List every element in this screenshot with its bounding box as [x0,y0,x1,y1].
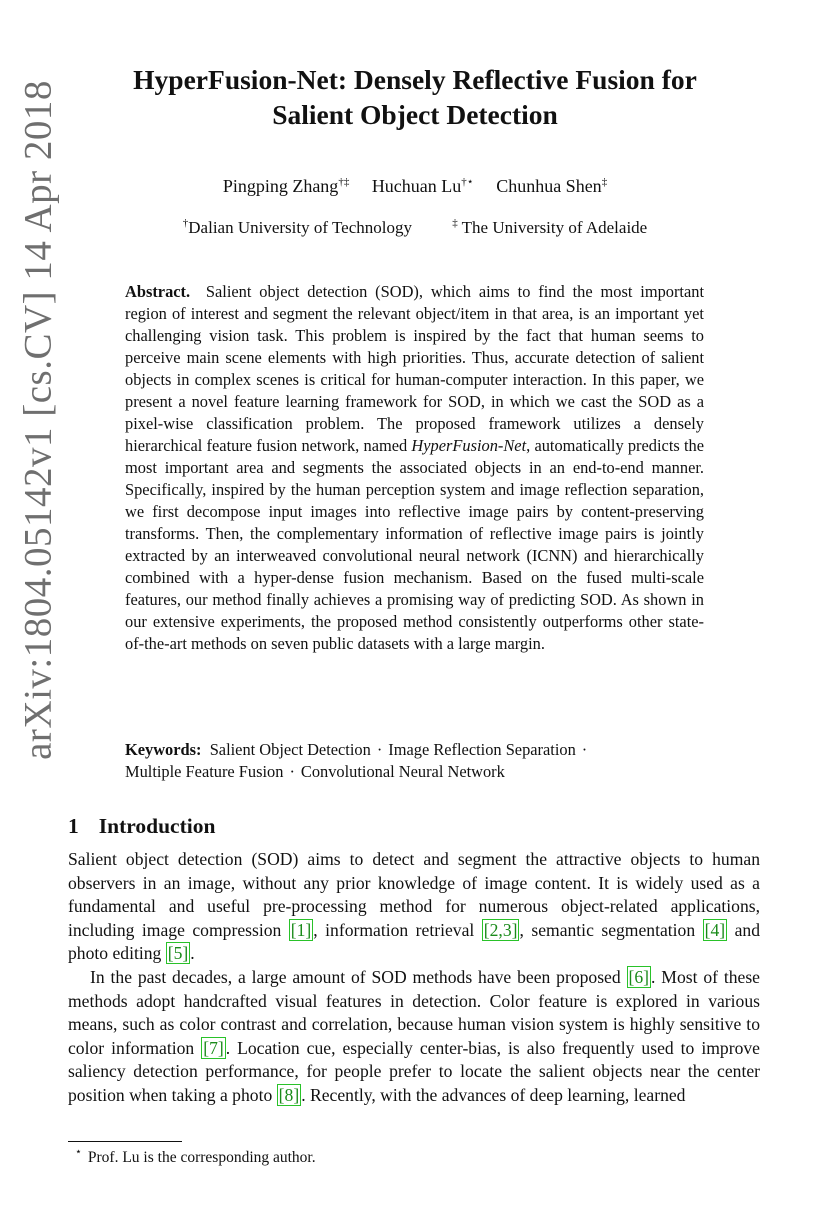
paper-title [70,62,760,132]
body-text: , semantic segmentation [519,919,703,940]
citation-link[interactable]: [8] [278,1084,300,1105]
affiliation-name: The University of Adelaide [457,218,648,237]
introduction-body [68,848,760,1108]
keyword: Convolutional Neural Network [300,762,505,781]
keyword-separator: · [581,740,588,759]
affiliation-name: Dalian University of Technology [188,218,412,237]
section-title: Introduction [98,814,216,838]
keyword-separator: · [376,740,383,759]
author-list [70,176,760,197]
introduction-paragraph [68,966,760,1108]
abstract-method-name: HyperFusion-Net [411,436,527,455]
body-text: . Location cue, especially center-bias, is also frequently used to improve saliency detection performance, for people prefer to locate the salient objects near the center position when taking a photo [68,1037,760,1105]
title-line-2: Salient Object Detection [272,99,558,130]
affiliation-mark: ‡ [452,217,458,229]
affiliation-mark: † [182,217,189,229]
footnote [75,1146,316,1167]
keyword: Image Reflection Separation [388,740,576,759]
section-heading [68,814,215,839]
abstract-label: Abstract. [125,282,191,301]
citation-link[interactable]: [1] [290,919,312,940]
abstract-text-continued: , automatically predicts the most important area and segments the associated objects in an end-to-end manner. Specifically, inspired by the human perception system and image reflection separation, we first decompose input images into reflective image pairs by content-preserving transforms. Then, the complementary information of reflective image pairs is jointly extracted by an interweaved convolutional neural network (ICNN) and hierarchically combined with a hyper-dense fusion mechanism. Based on the fused multi-scale features, our method finally achieves a promising way of predicting SOD. As shown in our extensive experiments, the proposed method consistently outperforms other state-of-the-art methods on seven public datasets with a large margin. [125,436,704,653]
body-text: and photo editing [68,919,761,964]
body-text: . Most of these methods adopt handcrafted visual features in detection. Color feature is explored in various means, such as color contrast and correlation, because human vision system is highly sensitive to color information [68,966,760,1058]
body-text: . [190,943,195,964]
citation-link[interactable]: [5] [167,943,189,964]
keyword-separator: · [289,762,295,781]
author-affiliation-marks: ‡ [601,176,608,188]
citation-link[interactable]: [6] [628,966,650,987]
body-text: Salient object detection (SOD) aims to detect and segment the attractive objects to human observers in an image, without any prior knowledge of image content. It is widely used as a fundamental and useful pre-processing method for numerous object-related applications, including image compression [68,849,760,940]
keywords [125,739,704,783]
body-text: In the past decades, a large amount of SOD methods have been proposed [90,966,627,987]
affiliation-list [70,218,760,238]
citation-link[interactable]: [4] [704,919,726,940]
keyword: Multiple Feature Fusion [125,762,284,781]
author [223,176,350,196]
author-name: Chunhua Shen [496,176,602,196]
title-line-1: HyperFusion-Net: Densely Reflective Fusion for [133,64,697,95]
footnote-mark: ⋆ [75,1146,82,1158]
affiliation [452,218,647,237]
author-affiliation-marks: †‡ [338,176,350,188]
keyword: Salient Object Detection [209,740,371,759]
footnote-text: Prof. Lu is the corresponding author. [87,1149,316,1166]
section-number: 1 [68,814,79,838]
body-text: , information retrieval [313,919,482,940]
author [496,176,607,196]
keywords-label: Keywords: [125,740,202,759]
author-affiliation-marks: †⋆ [461,176,474,188]
abstract [125,281,704,655]
footnote-rule [68,1141,182,1142]
author-name: Huchuan Lu [371,176,462,196]
citation-link[interactable]: [2,3] [483,919,518,940]
body-text: . Recently, with the advances of deep learning, learned [301,1084,686,1105]
arxiv-identifier-stamp: arXiv:1804.05142v1 [cs.CV] 14 Apr 2018 [16,80,60,760]
author [372,176,474,196]
author-name: Pingping Zhang [222,176,339,196]
affiliation [183,218,412,237]
abstract-text: Salient object detection (SOD), which aims to find the most important region of interest and segment the relevant object/item in that area, is an important yet challenging vision task. This problem is inspired by the fact that human seems to perceive main scene elements with high priorities. Thus, accurate detection of salient objects in complex scenes is critical for human-computer interaction. In this paper, we present a novel feature learning framework for SOD, in which we cast the SOD as a pixel-wise classification problem. The proposed framework utilizes a densely hierarchical feature fusion network, named [125,282,704,455]
introduction-paragraph [68,848,760,966]
citation-link[interactable]: [7] [203,1037,224,1058]
